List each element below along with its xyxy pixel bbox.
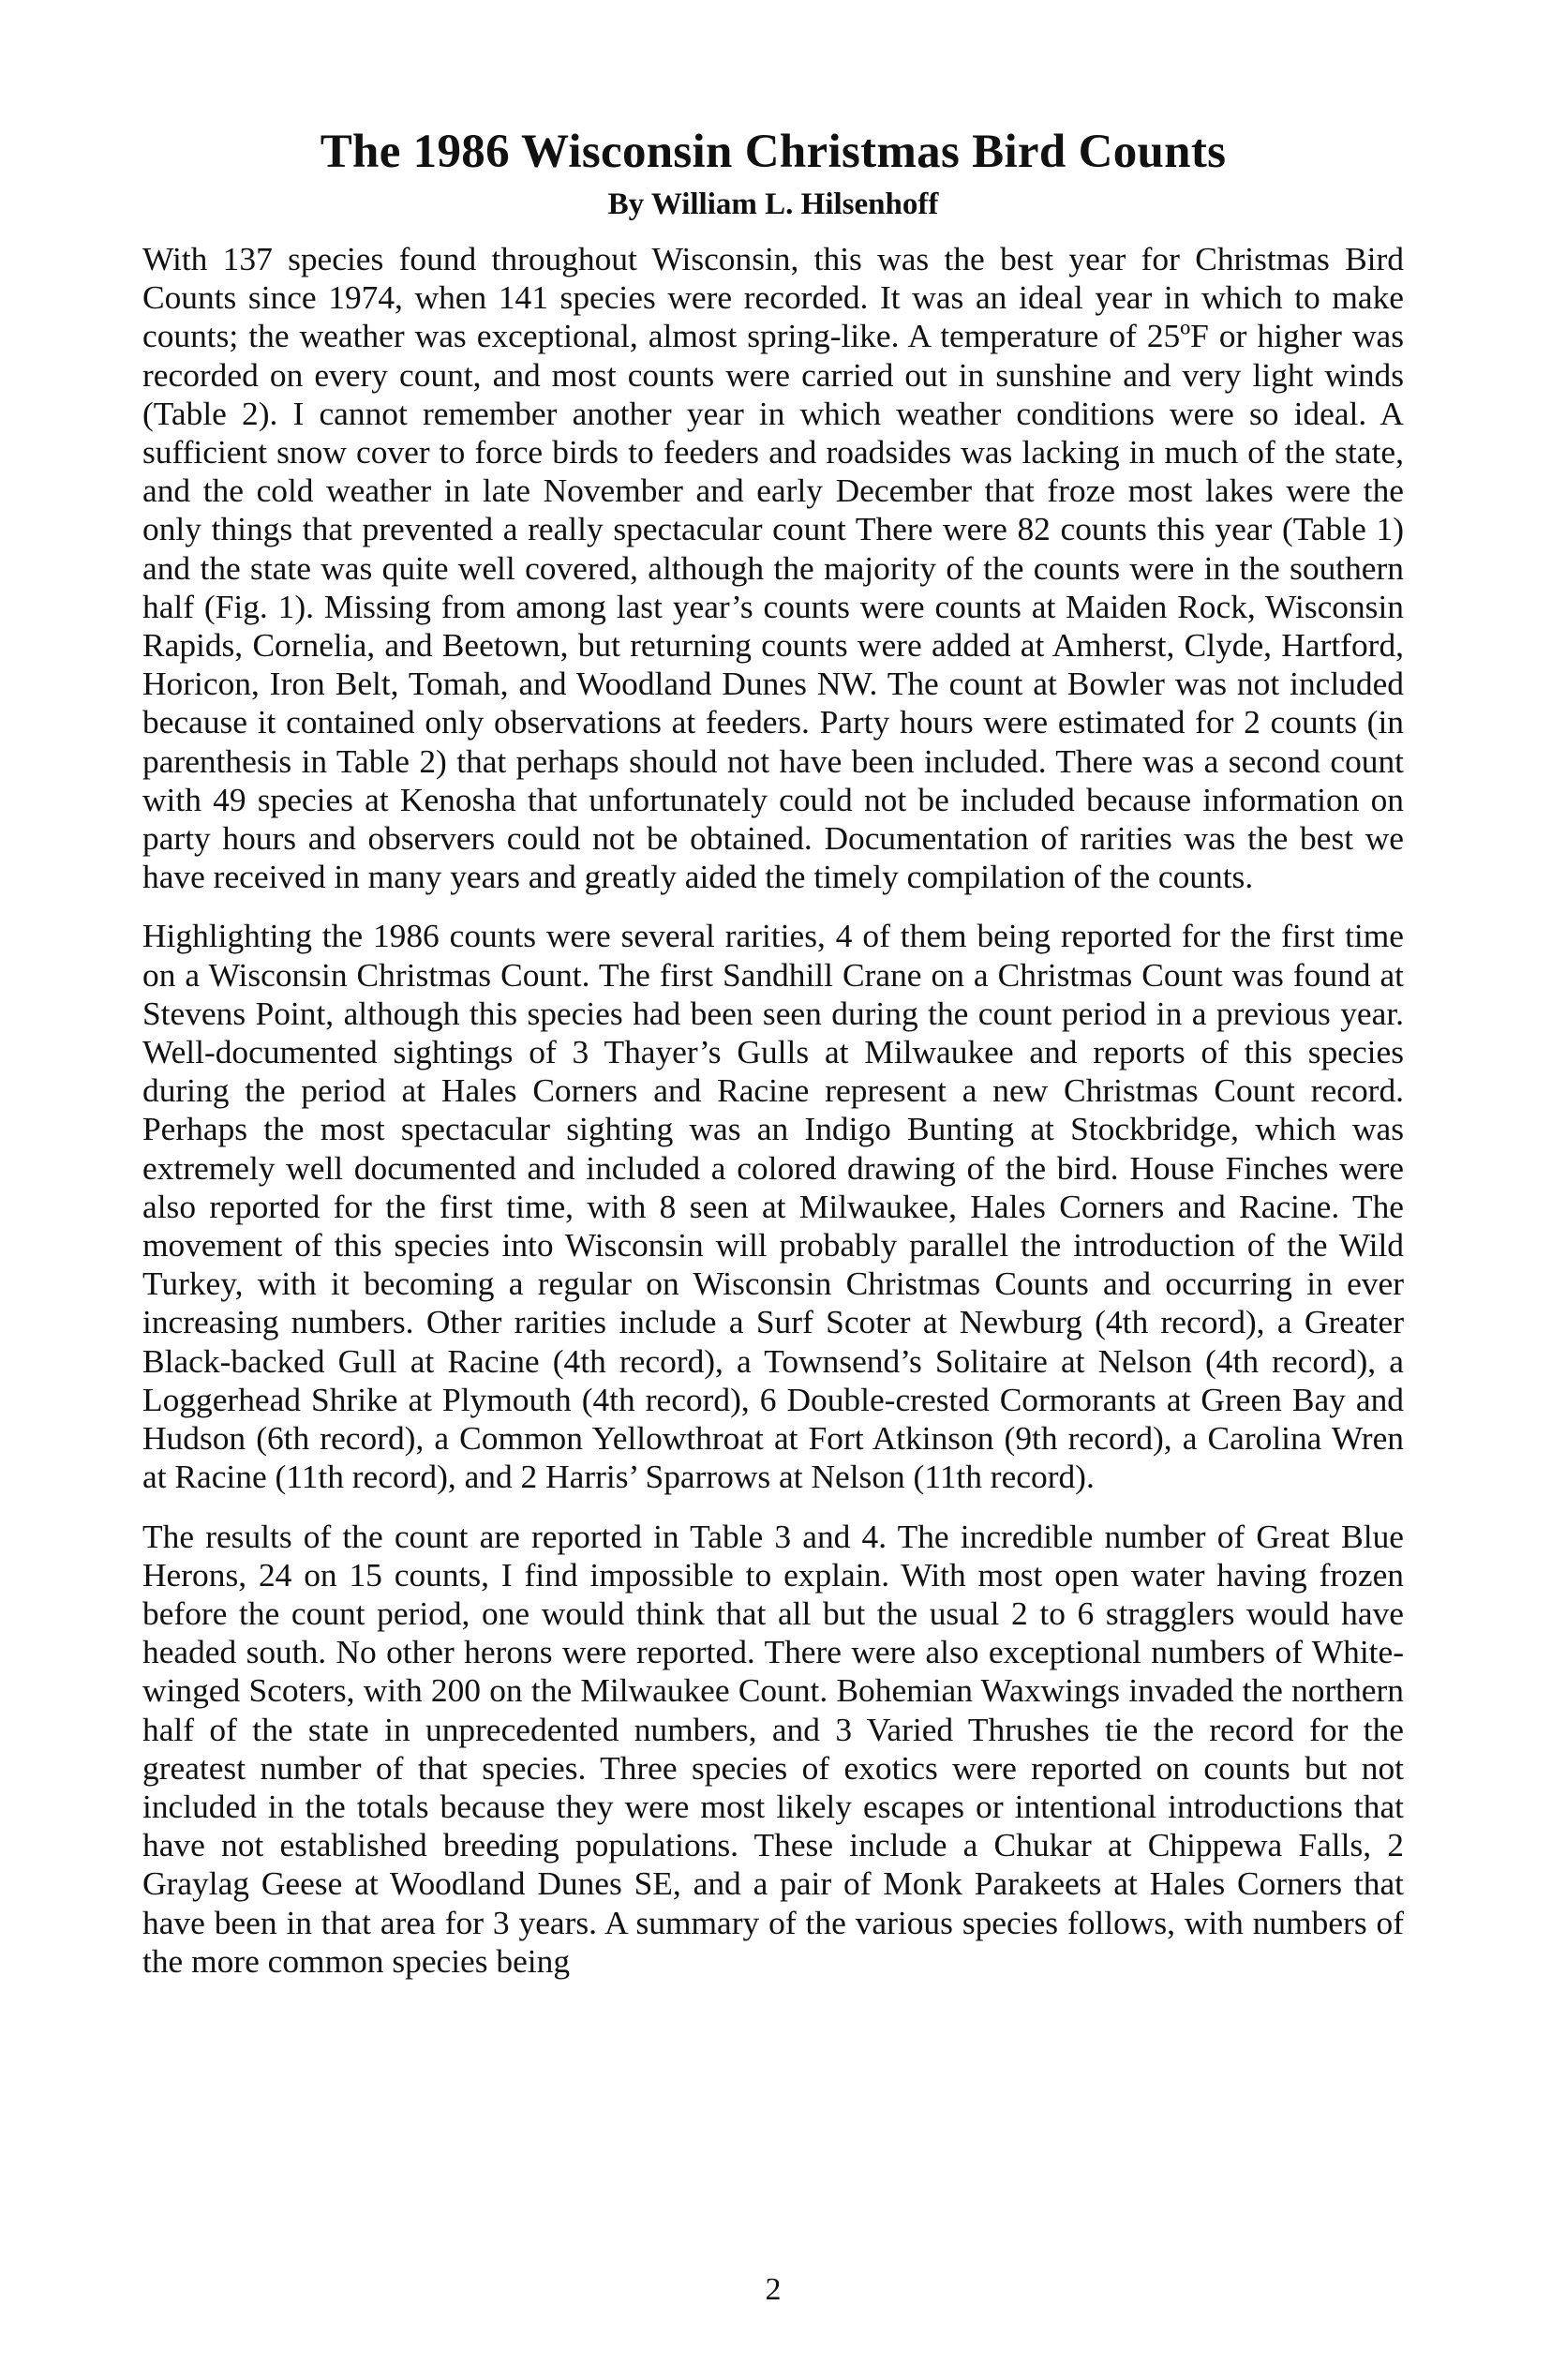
document-page (142, 122, 1404, 2353)
article-byline: By William L. Hilsenhoff (607, 187, 939, 221)
page-number: 2 (765, 2272, 782, 2307)
body-paragraph-3: The results of the count are reported in Table 3 and 4. The incredible number of Great Blue Herons, 24 on 15 counts, I find impossible to explain. With most open water having frozen before the count period, one would think that all but the usual 2 to 6 stragglers would have headed south. No other herons were reported. There were also exceptional numbers of White-winged Scoters, with 200 on the Milwaukee Count. Bohemian Waxwings invaded the northern half of the state in unprecedented numbers, and 3 Varied Thrushes tie the record for the greatest number of that species. Three species of exotics were reported on counts but not included in the totals because they were most likely escapes or intentional introductions that have not established breeding populations. These include a Chukar at Chippewa Falls, 2 Graylag Geese at Woodland Dunes SE, and a pair of Monk Parakeets at Hales Corners that have been in that area for 3 years. A summary of the various species follows, with numbers of the more common species being (142, 1517, 1404, 1980)
body-paragraph-2: Highlighting the 1986 counts were several rarities, 4 of them being reported for the first time on a Wisconsin Christmas Count. The first Sandhill Crane on a Christmas Count was found at Stevens Point, although this species had been seen during the count period in a previous year. Well-documented sightings of 3 Thayer’s Gulls at Milwaukee and reports of this species during the period at Hales Corners and Racine represent a new Christmas Count record. Perhaps the most spectacular sighting was an Indigo Bunting at Stockbridge, which was extremely well documented and included a colored drawing of the bird. House Finches were also reported for the first time, with 8 seen at Milwaukee, Hales Corners and Racine. The movement of this species into Wisconsin will probably parallel the introduction of the Wild Turkey, with it becoming a regular on Wisconsin Christmas Counts and occurring in ever increasing numbers. Other rarities include a Surf Scoter at Newburg (4th record), a Greater Black-backed Gull at Racine (4th record), a Townsend’s Solitaire at Nelson (4th record), a Loggerhead Shrike at Plymouth (4th record), 6 Double-crested Cormorants at Green Bay and Hudson (6th record), a Common Yellowthroat at Fort Atkinson (9th record), a Carolina Wren at Racine (11th record), and 2 Harris’ Sparrows at Nelson (11th record). (142, 917, 1404, 1496)
article-title: The 1986 Wisconsin Christmas Bird Counts (320, 126, 1227, 178)
body-paragraph-1: With 137 species found throughout Wisconsin, this was the best year for Christmas Bird Counts since 1974, when 141 species were recorded. It was an ideal year in which to make counts; the weather was exceptional, almost spring-like. A temperature of 25ºF or higher was recorded on every count, and most counts were carried out in sunshine and very light winds (Table 2). I cannot remember another year in which weather conditions were so ideal. A sufficient snow cover to force birds to feeders and roadsides was lacking in much of the state, and the cold weather in late November and early December that froze most lakes were the only things that prevented a really spectacular count There were 82 counts this year (Table 1) and the state was quite well covered, although the majority of the counts were in the southern half (Fig. 1). Missing from among last year’s counts were counts at Maiden Rock, Wisconsin Rapids, Cornelia, and Beetown, but returning counts were added at Amherst, Clyde, Hartford, Horicon, Iron Belt, Tomah, and Woodland Dunes NW. The count at Bowler was not included because it contained only observations at feeders. Party hours were estimated for 2 counts (in parenthesis in Table 2) that perhaps should not have been included. There was a second count with 49 species at Kenosha that unfortunately could not be included because information on party hours and observers could not be obtained. Documentation of rarities was the best we have received in many years and greatly aided the timely compilation of the counts. (142, 240, 1404, 896)
